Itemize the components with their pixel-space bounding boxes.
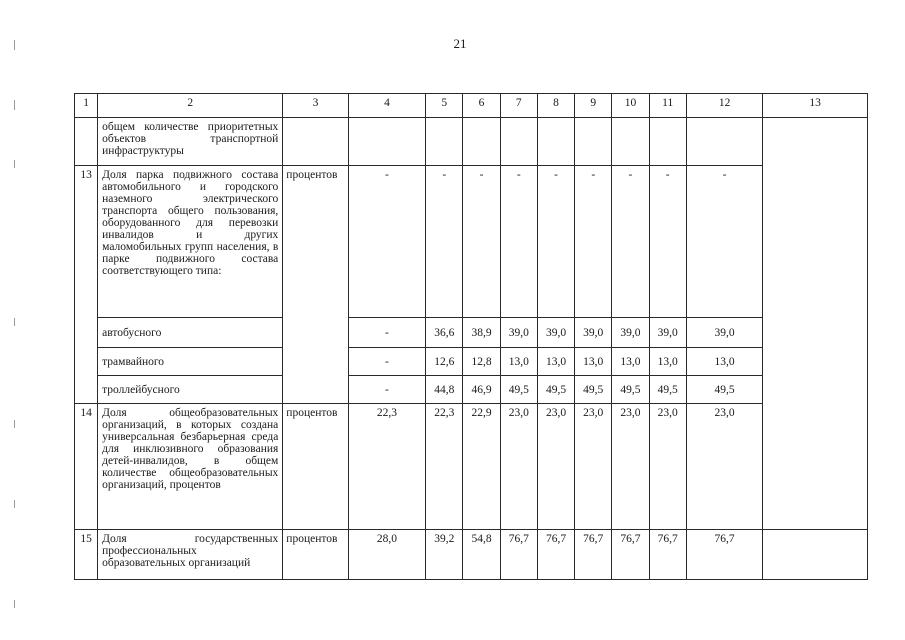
value-cell (500, 118, 537, 166)
value-cell: 49,5 (575, 376, 612, 404)
value-cell: 39,0 (537, 318, 574, 348)
value-cell: 76,7 (649, 530, 686, 580)
value-cell: - (686, 166, 762, 318)
indicator-description: общем количестве приоритетных объектов транспортной инфраструктуры (98, 118, 283, 166)
value-cell: 22,9 (463, 404, 500, 530)
value-cell: 28,0 (348, 530, 425, 580)
column-header: 7 (500, 94, 537, 118)
unit-cell: процентов (283, 404, 348, 530)
value-cell: 13,0 (686, 348, 762, 376)
scan-margin-mark (14, 600, 15, 608)
value-cell: - (348, 166, 425, 318)
indicators-table (74, 93, 868, 580)
notes-cell (763, 118, 868, 530)
row-number-cell: 15 (75, 530, 98, 580)
value-cell: 13,0 (500, 348, 537, 376)
value-cell: - (575, 166, 612, 318)
notes-cell (763, 530, 868, 580)
value-cell: 39,0 (612, 318, 649, 348)
indicator-description: Доля парка подвижного состава автомобильного и городского наземного электрического транспорта общего пользования, оборудованного для перевозки инвалидов и других маломобильных групп населения, в парке подвижного состава соответствующего типа: (98, 166, 283, 318)
value-cell: 39,0 (500, 318, 537, 348)
column-header: 8 (537, 94, 574, 118)
value-cell (575, 118, 612, 166)
value-cell: 23,0 (686, 404, 762, 530)
value-cell (649, 118, 686, 166)
value-cell: - (426, 166, 463, 318)
value-cell: 23,0 (500, 404, 537, 530)
scan-margin-mark (14, 40, 15, 50)
value-cell: 23,0 (649, 404, 686, 530)
value-cell: 49,5 (612, 376, 649, 404)
column-header: 3 (283, 94, 348, 118)
indicator-description: Доля государственных профессиональных образовательных организаций (98, 530, 283, 580)
header-row (75, 94, 868, 118)
value-cell: - (612, 166, 649, 318)
unit-cell (283, 118, 348, 166)
value-cell: 46,9 (463, 376, 500, 404)
subrow-label: трамвайного (98, 348, 283, 376)
scan-margin-mark (14, 318, 15, 326)
column-header: 1 (75, 94, 98, 118)
table-row-14 (75, 404, 868, 530)
table-subrow-bus (75, 318, 868, 348)
value-cell: 12,8 (463, 348, 500, 376)
table-subrow-tram (75, 348, 868, 376)
table-row-13 (75, 166, 868, 318)
value-cell (686, 118, 762, 166)
value-cell: 76,7 (612, 530, 649, 580)
value-cell: 49,5 (686, 376, 762, 404)
column-header: 5 (426, 94, 463, 118)
value-cell: 49,5 (649, 376, 686, 404)
value-cell: 49,5 (500, 376, 537, 404)
value-cell: 12,6 (426, 348, 463, 376)
value-cell: 76,7 (575, 530, 612, 580)
unit-cell: процентов (283, 166, 348, 404)
value-cell: 76,7 (500, 530, 537, 580)
indicator-description: Доля общеобразовательных организаций, в которых создана универсальная безбарьерная среда для инклюзивного образования детей-инвалидов, в общем количестве общеобразовательных организаций, процентов (98, 404, 283, 530)
value-cell: 76,7 (537, 530, 574, 580)
column-header: 12 (686, 94, 762, 118)
row-number-cell: 14 (75, 404, 98, 530)
column-header: 9 (575, 94, 612, 118)
value-cell: 39,0 (686, 318, 762, 348)
table-subrow-trolleybus (75, 376, 868, 404)
value-cell: 13,0 (612, 348, 649, 376)
scan-margin-mark (14, 500, 15, 508)
table-row-continuation (75, 118, 868, 166)
value-cell: 76,7 (686, 530, 762, 580)
value-cell: - (500, 166, 537, 318)
value-cell (348, 118, 425, 166)
value-cell: 13,0 (537, 348, 574, 376)
value-cell (463, 118, 500, 166)
value-cell: 38,9 (463, 318, 500, 348)
value-cell: 23,0 (537, 404, 574, 530)
value-cell: 13,0 (575, 348, 612, 376)
value-cell: 13,0 (649, 348, 686, 376)
value-cell: - (348, 348, 425, 376)
value-cell (537, 118, 574, 166)
value-cell: 36,6 (426, 318, 463, 348)
value-cell: 39,0 (649, 318, 686, 348)
row-number-cell (75, 118, 98, 166)
column-header: 10 (612, 94, 649, 118)
column-header: 11 (649, 94, 686, 118)
value-cell: - (649, 166, 686, 318)
value-cell: 23,0 (612, 404, 649, 530)
column-header: 4 (348, 94, 425, 118)
value-cell: - (463, 166, 500, 318)
subrow-label: автобусного (98, 318, 283, 348)
value-cell (612, 118, 649, 166)
value-cell: 44,8 (426, 376, 463, 404)
column-header: 6 (463, 94, 500, 118)
scan-margin-mark (14, 100, 15, 110)
column-header: 2 (98, 94, 283, 118)
value-cell: - (348, 376, 425, 404)
table-row-15 (75, 530, 868, 580)
scan-margin-mark (14, 160, 15, 168)
unit-cell: процентов (283, 530, 348, 580)
value-cell: 22,3 (426, 404, 463, 530)
column-header: 13 (763, 94, 868, 118)
scan-margin-mark (14, 420, 15, 428)
value-cell: 49,5 (537, 376, 574, 404)
row-number-cell: 13 (75, 166, 98, 404)
subrow-label: троллейбусного (98, 376, 283, 404)
page-number: 21 (453, 36, 467, 51)
value-cell: - (348, 318, 425, 348)
value-cell: 54,8 (463, 530, 500, 580)
value-cell: 23,0 (575, 404, 612, 530)
value-cell: 22,3 (348, 404, 425, 530)
value-cell (426, 118, 463, 166)
value-cell: - (537, 166, 574, 318)
value-cell: 39,2 (426, 530, 463, 580)
value-cell: 39,0 (575, 318, 612, 348)
